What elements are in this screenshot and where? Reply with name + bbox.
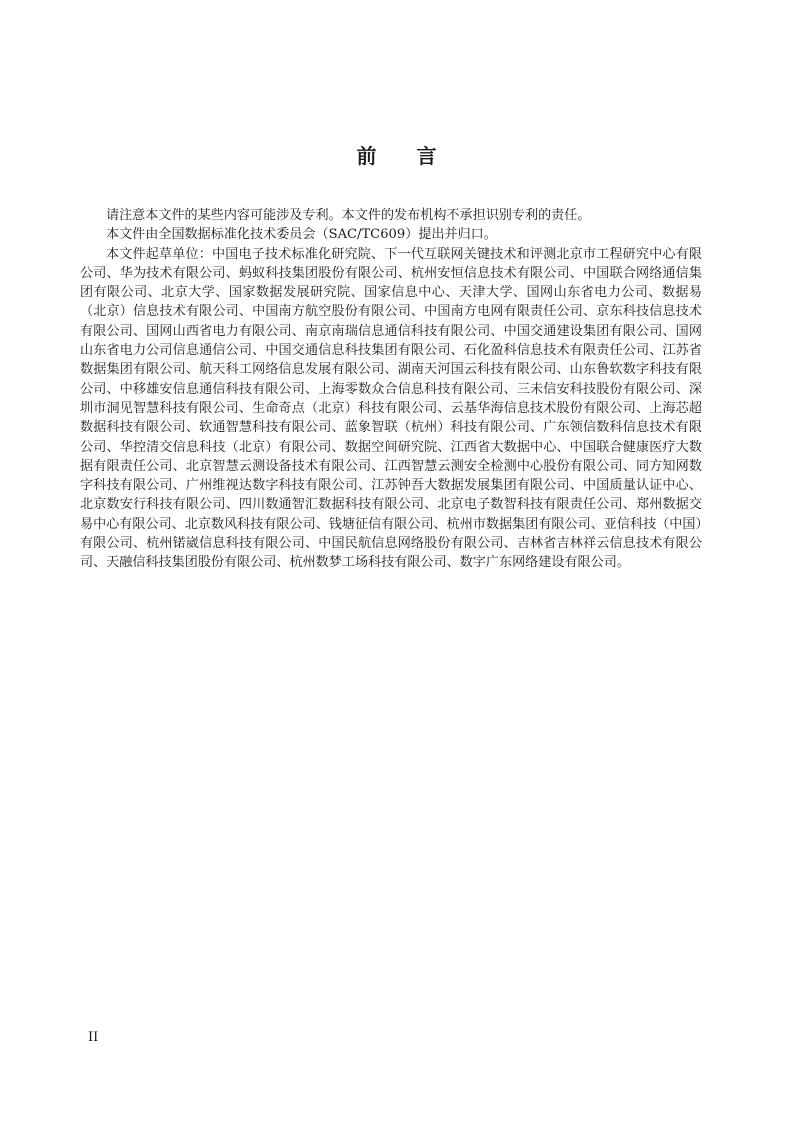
page-title [0, 142, 793, 170]
drafting-units-paragraph: 本文件起草单位：中国电子技术标准化研究院、下一代互联网关键技术和评测北京市工程研究中心有限公司、华为技术有限公司、蚂蚁科技集团股份有限公司、杭州安恒信息技术有限公司、中国联合网络通信集团有限公司、北京大学、国家数据发展研究院、国家信息中心、天津大学、国网山东省电力公司、数据易（北京）信息技术有限公司、中国南方航空股份有限公司、中国南方电网有限责任公司、京东科技信息技术有限公司、国网山西省电力有限公司、南京南瑞信息通信科技有限公司、中国交通建设集团有限公司、国网山东省电力公司信息通信公司、中国交通信息科技集团有限公司、石化盈科信息技术有限责任公司、江苏省数据集团有限公司、航天科工网络信息发展有限公司、湖南天河国云科技有限公司、山东鲁软数字科技有限公司、中移雄安信息通信科技有限公司、上海零数众合信息科技有限公司、三未信安科技股份有限公司、深圳市洞见智慧科技有限公司、生命奇点（北京）科技有限公司、云基华海信息技术股份有限公司、上海芯超数据科技有限公司、软通智慧科技有限公司、蓝象智联（杭州）科技有限公司、广东领信数科信息技术有限公司、华控清交信息科技（北京）有限公司、数据空间研究院、江西省大数据中心、中国联合健康医疗大数据有限责任公司、北京智慧云测设备技术有限公司、江西智慧云测安全检测中心股份有限公司、同方知网数字科技有限公司、广州维视达数字科技有限公司、江苏钟吾大数据发展集团有限公司、中国质量认证中心、北京数安行科技有限公司、四川数通智汇数据科技有限公司、北京电子数智科技有限责任公司、郑州数据交易中心有限公司、北京数风科技有限公司、钱塘征信有限公司、杭州市数据集团有限公司、亚信科技（中国）有限公司、杭州锘崴信息科技有限公司、中国民航信息网络股份有限公司、吉林省吉林祥云信息技术有限公司、天融信科技集团股份有限公司、杭州数梦工场科技有限公司、数字广东网络建设有限公司。 [80, 246, 702, 571]
page-title-part1: 前 [356, 144, 377, 168]
patent-notice-paragraph: 请注意本文件的某些内容可能涉及专利。本文件的发布机构不承担识别专利的责任。 [106, 208, 591, 223]
page-number: II [88, 1030, 99, 1045]
foreword-body [80, 206, 702, 573]
page-title-part2: 言 [416, 144, 437, 168]
proposer-paragraph: 本文件由全国数据标准化技术委员会（SAC/TC609）提出并归口。 [106, 227, 497, 243]
